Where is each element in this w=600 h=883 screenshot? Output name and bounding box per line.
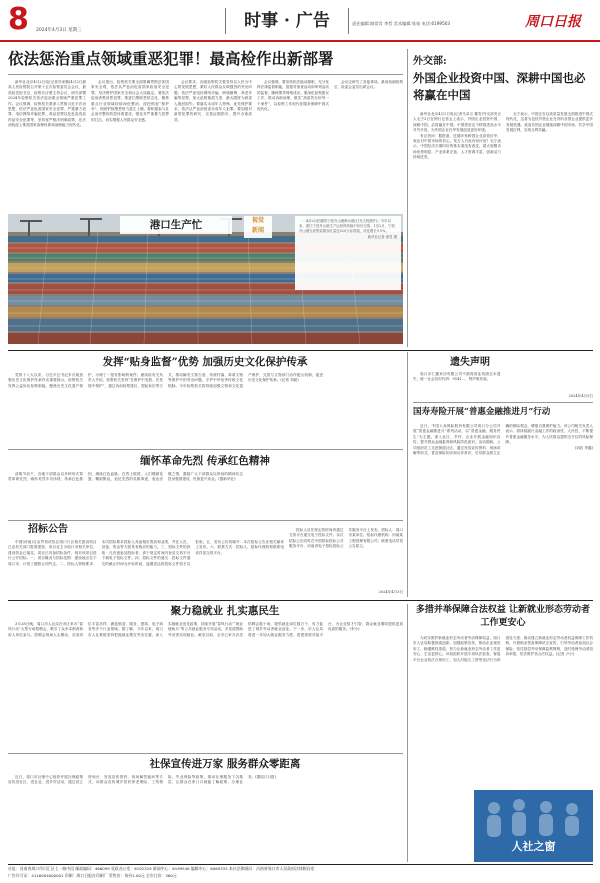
lead-rule xyxy=(8,74,403,75)
date-line: 2024年4月3日 星期三 xyxy=(36,28,82,33)
column-logo-title: 人社之窗 xyxy=(511,840,556,853)
labor-body: 为切实维护新就业形态劳动者劳动保障权益，周口市人社局积极探索创新，加强政策宣传，推动企业规范用工，畅通维权渠道，努力让新就业形态劳动者工作更安心、生活更舒心。该局组织开展专项执法检查，督促平台企业依法合规用工，加大对拖欠工资等违法行为的查处力度；推动建立新就业形态劳动者权益保障工作机制，开展职业伤害保障试点宣传，引导劳动者参加社会保险；依托基层劳动保障监察网格，及时受理劳动者投诉举报，依法维护其合法权益。(记者 卢小) xyxy=(413,636,593,662)
lead-col-1: 新华社北京4月2日电(记者冯家顺)4月2日最高人民检察院召开第十五次检察委员会会议，最高检党组书记、检察长应勇主持会议，研究部署2024年检察机关依法惩治重点领域严重犯罪工作。会议强调，检察机关要深入贯彻习近平法治思想，依法严惩危害国家安全犯罪、严重暴力犯罪、电信网络诈骗犯罪、毒品犯罪以及危害食品药品安全犯罪等，坚持宽严相济刑事政策，在法治轨道上推进国家治理体系和治理能力现代化。 xyxy=(8,80,86,128)
notice-title: 遗失声明 xyxy=(450,357,490,368)
notice-rule xyxy=(413,402,593,403)
lead-headline: 依法惩治重点领域重恶犯罪！最高检作出新部署 xyxy=(8,49,334,68)
badge-bottom: 新闻 xyxy=(251,227,264,234)
visual-news-badge xyxy=(244,216,272,238)
badge-top: 视觉 xyxy=(251,217,264,224)
photo-title-panel xyxy=(120,216,232,234)
paper-name-logo: 周口日报 xyxy=(525,14,581,30)
section-rule-2 xyxy=(8,449,403,450)
photo-title: 港口生产忙 xyxy=(149,219,203,231)
outside-kicker: 外交部: xyxy=(413,56,447,67)
right-divider xyxy=(407,49,408,347)
lead-col-4: 会议强调，要坚持依法能动履职，充分发挥法律监督职能，加强对侦查活动和审判活动的监督，确保罪责刑相适应。要深化检察建议工作，推动诉源治理，做实“高质效办好每一个案件”，以检察工作现代化服务保障中国式现代化。 xyxy=(257,80,329,112)
tender-body: 中国(河南)自由贸易试验区周口片区相关建设项目已由有关部门批准建设，项目业主为周口市相关单位，建设资金已落实，项目已具备招标条件，现对该项目进行公开招标。一、项目概况与招标范围：建设地点位于周口市，计划工期按合同约定。二、投标人资格要求：本次招标要求投标人具备相应资质和业绩，并在人员、设备、资金等方面具有相应的能力。三、招标文件的获取：凡有意参加投标者，请于规定时间内登录交易平台下载电子招标文件。四、投标文件的递交：投标文件递交的截止时间为开标时间，逾期送达的投标文件将予以拒收。五、发布公告的媒介：本次招标公告在相关媒体上发布。六、联系方式：招标人、招标代理机构联系电话详见交易平台。 xyxy=(8,540,284,566)
footer-right: 广告许可证：4116004000001 印刷：周口日报社印刷厂 零售价：每份1.00元 全年订价：360元 xyxy=(8,873,177,878)
column-logo-block xyxy=(474,790,593,862)
section-rule-1 xyxy=(8,350,593,351)
masthead xyxy=(0,0,600,44)
page-number: 8 xyxy=(8,2,29,37)
tender-date: 2024年4月3日 xyxy=(378,590,403,594)
photo-caption-panel xyxy=(295,216,401,290)
notice-sign: 2024年4月3日 xyxy=(568,394,593,398)
section-rule-4 xyxy=(8,600,593,601)
footer-left: 社址：河南省周口市川汇区七一路中段 邮政编码：466099 党政办公室：6192329 新闻中心：6199548 编辑中心：6069333 本社法律顾问：河南省周口市人民政府法律顾问室 xyxy=(8,866,315,871)
right-divider-2 xyxy=(407,352,408,597)
social-headline: 社保宣传进万家 服务群众零距离 xyxy=(149,758,301,770)
lead-col-5: 会议还研究了其他事项。最高检副检察长、检委会委员出席会议。 xyxy=(334,80,403,90)
section-rule-3 xyxy=(8,520,403,521)
section-rule-5 xyxy=(8,753,403,754)
section-title: 时事 · 广告 xyxy=(244,11,330,31)
labor-headline: 多措并举保障合法权益 让新就业形态劳动者工作更安心 xyxy=(415,605,591,628)
photo-block xyxy=(8,214,403,344)
finance-author: (刘岩 李鑫) xyxy=(574,445,593,450)
lead-col-2: 会议指出，检察机关要全面准确贯彻总体国家安全观，依法从严惩治危害国家政治安全犯罪，坚决维护国家安全和社会大局稳定。要依法惩治涉黑涉恶犯罪，推进扫黑除恶常态化，聚焦重点行业领域持续深化整治，深挖彻查“保护伞”，彻底铲除黑恶势力滋生土壤。要积极参与社会治安整体防控体系建设，强化对严重暴力犯罪的打击，切实增强人民群众安全感。 xyxy=(91,80,169,122)
finance-body: 近日，中国人寿保险股份有限公司周口分公司开展“普惠金融推进月”系列活动，以“普惠金融，服务民生”为主题，深入社区、乡村、企业开展金融知识宣传，提升群众金融素养和风险防范意识。活动期间，公司组织员工走进街道社区，通过发放宣传资料、现场讲解等形式，普及保险知识和反诈常识，引导群众树立正确的保险观念，增强自我保护能力。该公司相关负责人表示，将持续践行金融工作的政治性、人民性，不断提升普惠金融服务水平，为人民群众提供全方位的风险保障。 (刘岩 李鑫) xyxy=(413,424,593,456)
memorial-body: 清明节前夕，各地干部群众以多种形式祭奠革命先烈，缅怀英烈丰功伟绩，传承红色基因，赓续红色血脉。在烈士陵园，人们敬献花篮、鞠躬默哀，追忆先烈的英雄事迹，表达崇敬之情，激励广大干部群众以昂扬的精神状态投身强国建设、民族复兴伟业。(据新华社) xyxy=(8,472,243,482)
tender-title: 招标公告 xyxy=(28,524,68,535)
heritage-headline: 发挥“贴身监督”优势 加强历史文化保护传承 xyxy=(102,356,308,368)
tender-right-body: 投标人应在规定的时间内通过交易平台递交电子投标文件。本次招标公告同时在中国招标投标公共服务平台、河南省电子招标投标公共服务平台上发布。招标人：周口市某单位；招标代理机构：河南某工程管理有限公司；联系电话详见公告原文。 xyxy=(289,528,403,549)
photo-caption: 4月2日拍摄的宁波舟山港梅山港区(无人机照片)。今年以来，浙江宁波舟山港生产运营保持稳中向好态势。1至2月，宁波舟山港完成集装箱吞吐量近620万标准箱，同比增长9.5%。 xyxy=(299,219,395,233)
outside-col-2: 毛宁表示，中国正在以高质量发展全面推进中国式现代化，这将为包括外资企业在内的各国企业提供更多发展机遇。欢迎各国企业继续深耕中国市场，共享中国发展红利，实现互利共赢。 xyxy=(506,112,593,133)
finance-headline: 国寿寿险开展“普惠金融推进月”行动 xyxy=(413,407,551,417)
heritage-body: 党的十八大以来，习近平总书记多次就加强历史文化保护传承作出重要指示。检察机关发挥公益诉讼检察职能，聚焦历史文化遗产保护，办理了一批有影响的案件。最高检有关负责人介绍，检察机关坚持“在保护中发展、在发展中保护”，通过诉前检察建议、提起诉讼等方式，推动解决文物古迹、传统村落、革命文物等保护中的突出问题，守护中华优秀传统文化根脉。今年检察机关将持续加强文物和文化遗产保护，完善与文物部门协作配合机制，促进历史文化保护传承。(记者 刘硕) xyxy=(8,373,323,388)
employment-body: 3月28日晚，周口市人社局在市区举办“春风行动”大型专场招聘会，吸引了众多求职者和用人单位参与。招聘会现场人头攒动，各类岗位丰富多样，涵盖制造、服务、建筑、电子商务等多个行业领域。据了解，今年以来，周口市人社系统坚持把稳就业摆在突出位置，深入实施就业优先政策，持续开展“春风行动”“就业援助月”等公共就业服务专项活动，多渠道帮助劳动者实现就业。截至目前，全市已举办各类招聘会数十场，提供就业岗位数万个，有力促进了城乡劳动者就业创业。下一步，市人社局将进一步加大就业服务力度，搭建供需对接平台，为企业招才引智、群众就业增收提供更加优质的服务。(李小) xyxy=(8,622,403,637)
masthead-rule xyxy=(0,40,600,42)
lead-col-3: 会议要求，各级检察机关要坚持以人民为中心的发展思想，紧盯人民群众反映强烈的突出问题，依法严惩电信网络诈骗、跨境赌博、养老诈骗等犯罪，加大追赃挽损力度，最大限度为被害人挽回损失。要落实未成年人特殊、优先保护要求，依法从严惩治侵害未成年人犯罪。要加强对新型犯罪的研究，完善证据指引，提升办案质效。 xyxy=(174,80,252,122)
employment-headline: 聚力稳就业 扎实惠民生 xyxy=(170,605,280,617)
section-badge xyxy=(225,8,349,34)
editors-line: 责任编辑:路常青 李哲 美术编辑:张灿 电话:6199503 xyxy=(352,21,451,26)
footer-rule xyxy=(8,864,593,865)
social-body: 近日，周口市社保中心组织开展社保政策宣传进社区、进企业、进乡村活动，通过设立咨询台、发放宣传资料、现场解答疑问等方式，向群众宣传城乡居民养老保险、工伤保险、失业保险等政策，推动社保服务下沉基层，让群众在家门口就能了解政策、办理业务。(据周口日报) xyxy=(8,775,276,785)
notice-body: 周口市仁鑫家纺有限公司不慎将营业执照正本遗失，统一社会信用代码：9141...，特声明作废。 xyxy=(413,372,501,382)
right-divider-3 xyxy=(407,604,408,862)
outside-col-1: 新华社北京4月2日电(记者马卓言 董雪)外交部发言人毛宁2日在例行记者会上表示，外国企业投资中国、深耕中国，必将赢在中国。中国将坚定不移推进高水平对外开放，为外国企业在华发展创造更好环境。 有记者问：据报道，近期多家跨国企业高管访华，表达对中国市场的信心。发言人对此有何评论？毛宁表示，中国经济长期向好的基本面没有改变，超大规模市场优势明显，产业体系完备，人才资源丰富，创新活力持续迸发。 xyxy=(413,112,501,160)
photo-credit: 新华社记者 徐昱 摄 xyxy=(367,235,397,239)
outside-headline: 外国企业投资中国、深耕中国也必将赢在中国 xyxy=(413,71,586,102)
memorial-headline: 缅怀革命先烈 传承红色精神 xyxy=(140,455,270,467)
